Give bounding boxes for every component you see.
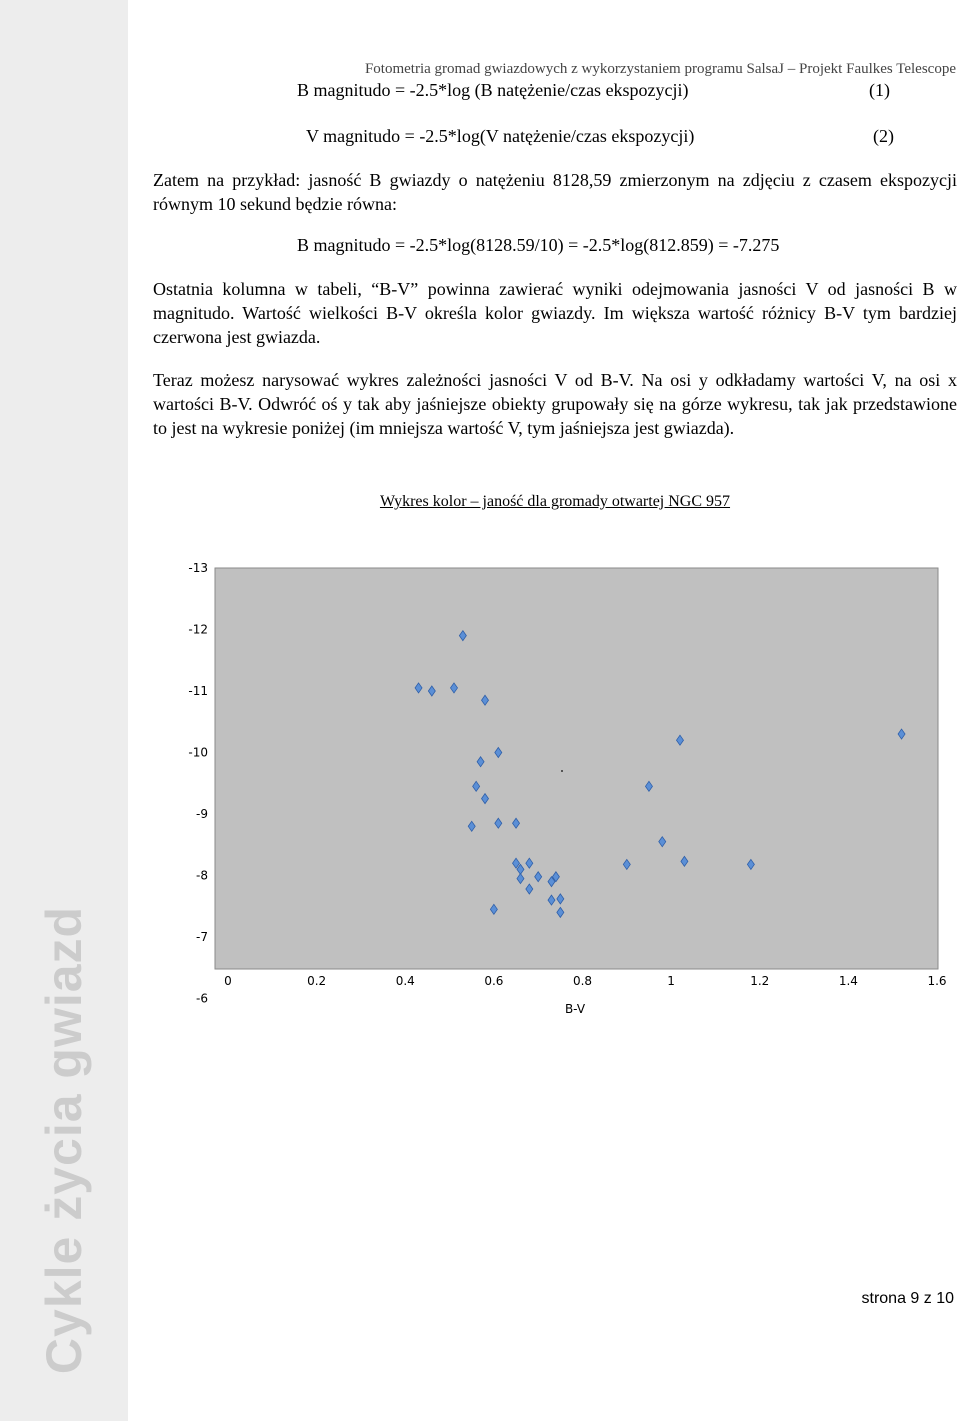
equation-b-number: (1) <box>869 80 890 100</box>
plot-area <box>215 568 938 969</box>
y-tick-label: -8 <box>196 868 208 883</box>
x-tick-label: 0.4 <box>395 974 415 988</box>
equation-v: V magnitudo = -2.5*log(V natężenie/czas ekspozycji) <box>306 126 695 146</box>
equation-v-number: (2) <box>873 126 894 146</box>
paragraph-plot-instruction: Teraz możesz narysować wykres zależności jasności V od B-V. Na osi y odkładamy wartości V, na osi x wartości B-V. Odwróć oś y tak aby jaśniejsze obiekty grupowały się na górze wykresu, tak jak przedstawione to jest na wykresie poniżej (im mniejsza wartość V, tym jaśniejsza jest gwiazda). <box>153 370 957 438</box>
chart-title: Wykres kolor – janość dla gromady otwartej NGC 957 <box>379 493 731 510</box>
example-intro: Zatem na przykład: jasność B gwiazdy o natężeniu 8128,59 zmierzonym na zdjęciu z czasem ekspozycji równym 10 sekund będzie równa: <box>153 170 957 214</box>
plot-artifact-dot <box>561 770 563 772</box>
page-number: strona 9 z 10 <box>861 1290 954 1307</box>
x-tick-label: 0.6 <box>484 974 504 988</box>
y-tick-label: -10 <box>188 745 208 760</box>
example-calculation: B magnitudo = -2.5*log(8128.59/10) = -2.5*log(812.859) = -7.275 <box>297 235 780 255</box>
x-tick-label: 1 <box>667 974 675 988</box>
x-axis-label: B-V <box>564 1002 586 1016</box>
y-tick-label: -7 <box>196 930 208 944</box>
x-tick-label: 1.4 <box>838 974 858 988</box>
y-tick-label: -12 <box>188 622 208 637</box>
running-header: Fotometria gromad gwiazdowych z wykorzystaniem programu SalsaJ – Projekt Faulkes Telescope <box>364 61 956 77</box>
x-tick-label: 1.2 <box>750 974 770 988</box>
paragraph-bv-column: Ostatnia kolumna w tabeli, “B-V” powinna zawierać wyniki odejmowania jasności V od jasności B w magnitudo. Wartość wielkości B-V określa kolor gwiazdy. Im większa wartość różnicy B-V tym bardziej czerwona jest gwiazda. <box>153 279 957 347</box>
x-tick-label: 0.2 <box>307 974 327 988</box>
y-tick-label: -13 <box>188 561 208 575</box>
equation-b: B magnitudo = -2.5*log (B natężenie/czas ekspozycji) <box>297 80 689 100</box>
y-tick-label: -11 <box>188 684 208 698</box>
sidebar-title: Cykle życia gwiazd <box>36 905 92 1375</box>
x-tick-label: 0.8 <box>572 974 593 988</box>
x-tick-label: 1.6 <box>927 974 947 988</box>
x-tick-label: 0 <box>224 974 232 988</box>
y-tick-label: -6 <box>196 991 208 1006</box>
y-tick-label: -9 <box>196 807 208 821</box>
